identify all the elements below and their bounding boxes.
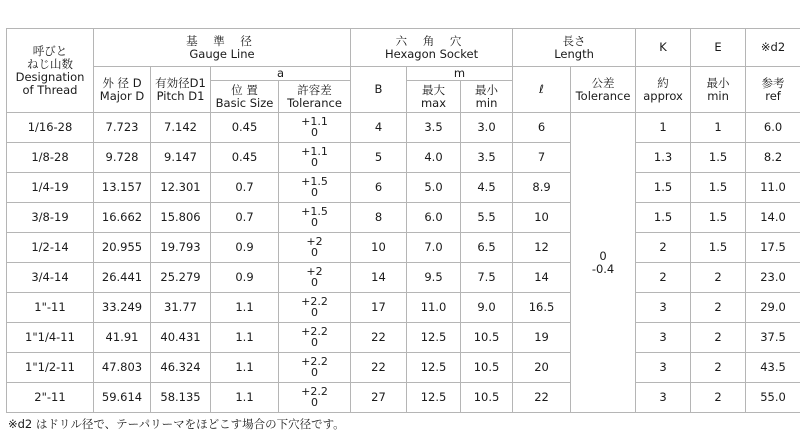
table-row <box>7 203 800 233</box>
tol-lower: 0 <box>311 276 318 289</box>
header-d2-ref-en: ref <box>765 88 781 103</box>
cell-major-d: 9.728 <box>94 143 151 173</box>
cell-pitch-d1: 12.301 <box>151 173 211 203</box>
cell-e: 2 <box>691 353 746 383</box>
cell-l: 22 <box>513 383 571 413</box>
tol-upper: +2 <box>306 235 323 248</box>
cell-m-min: 9.0 <box>461 293 513 323</box>
header-length-jp: 長さ <box>562 33 586 48</box>
header-pitch-d1 <box>151 67 211 113</box>
cell-b: 27 <box>351 383 407 413</box>
cell-l: 14 <box>513 263 571 293</box>
cell-e: 1.5 <box>691 233 746 263</box>
cell-b: 8 <box>351 203 407 233</box>
cell-m-max: 5.0 <box>407 173 461 203</box>
cell-m-max: 3.5 <box>407 113 461 143</box>
header-tolerance-l-jp: 公差 <box>591 75 615 90</box>
cell-m-max: 4.0 <box>407 143 461 173</box>
cell-pitch-d1: 15.806 <box>151 203 211 233</box>
cell-k: 1 <box>636 113 691 143</box>
table-row <box>7 143 800 173</box>
cell-m-min: 3.0 <box>461 113 513 143</box>
cell-a-tolerance <box>279 143 351 173</box>
cell-pitch-d1: 46.324 <box>151 353 211 383</box>
table-row <box>7 173 800 203</box>
tol-upper: +2.2 <box>301 325 328 338</box>
cell-a-basic: 1.1 <box>211 293 279 323</box>
cell-a-tolerance <box>279 383 351 413</box>
cell-a-tolerance <box>279 323 351 353</box>
tol-lower: 0 <box>311 366 318 379</box>
table-row <box>7 383 800 413</box>
header-hexagon-socket-jp: 六 角 穴 <box>395 33 468 48</box>
header-gauge-line <box>94 29 351 67</box>
cell-e: 2 <box>691 323 746 353</box>
header-major-d-jp: 外 径 D <box>102 75 142 90</box>
cell-k: 2 <box>636 233 691 263</box>
cell-a-tolerance <box>279 263 351 293</box>
header-designation-jp1: 呼びと <box>32 43 68 58</box>
cell-a-basic: 0.9 <box>211 233 279 263</box>
table-row <box>7 293 800 323</box>
header-pitch-d1-en: Pitch D1 <box>156 88 205 103</box>
cell-e: 1.5 <box>691 173 746 203</box>
cell-m-max: 6.0 <box>407 203 461 233</box>
header-m: m <box>407 67 513 81</box>
cell-k: 3 <box>636 383 691 413</box>
cell-l: 20 <box>513 353 571 383</box>
table-row <box>7 263 800 293</box>
cell-l: 19 <box>513 323 571 353</box>
cell-b: 22 <box>351 353 407 383</box>
cell-k: 1.3 <box>636 143 691 173</box>
cell-a-basic: 0.7 <box>211 173 279 203</box>
tol-upper: +1.1 <box>301 115 328 128</box>
cell-a-basic: 0.45 <box>211 113 279 143</box>
header-k-approx <box>636 67 691 113</box>
header-m-max <box>407 81 461 113</box>
header-d2-ref-jp: 参考 <box>761 75 785 90</box>
cell-e: 2 <box>691 263 746 293</box>
cell-m-max: 12.5 <box>407 323 461 353</box>
cell-designation: 1/4-19 <box>7 173 94 203</box>
header-a: a <box>211 67 351 81</box>
cell-designation: 3/4-14 <box>7 263 94 293</box>
cell-designation: 3/8-19 <box>7 203 94 233</box>
tol-lower: 0 <box>311 306 318 319</box>
header-length <box>513 29 636 67</box>
cell-major-d: 59.614 <box>94 383 151 413</box>
header-m-min <box>461 81 513 113</box>
tol-upper: +1.5 <box>301 205 328 218</box>
cell-m-min: 6.5 <box>461 233 513 263</box>
cell-k: 2 <box>636 263 691 293</box>
cell-m-max: 12.5 <box>407 383 461 413</box>
cell-major-d: 16.662 <box>94 203 151 233</box>
cell-m-max: 7.0 <box>407 233 461 263</box>
cell-b: 6 <box>351 173 407 203</box>
cell-length-tolerance <box>571 113 636 413</box>
cell-a-basic: 0.45 <box>211 143 279 173</box>
cell-e: 1.5 <box>691 143 746 173</box>
cell-m-min: 10.5 <box>461 353 513 383</box>
cell-major-d: 20.955 <box>94 233 151 263</box>
cell-major-d: 13.157 <box>94 173 151 203</box>
table-row <box>7 353 800 383</box>
header-k: K <box>636 29 691 67</box>
cell-major-d: 33.249 <box>94 293 151 323</box>
cell-major-d: 26.441 <box>94 263 151 293</box>
cell-a-tolerance <box>279 203 351 233</box>
header-tolerance-a-jp: 許容差 <box>297 82 332 97</box>
cell-a-basic: 0.9 <box>211 263 279 293</box>
cell-a-basic: 0.7 <box>211 203 279 233</box>
header-pitch-d1-jp: 有効径D1 <box>155 75 206 90</box>
cell-m-min: 10.5 <box>461 383 513 413</box>
cell-b: 22 <box>351 323 407 353</box>
table-row <box>7 323 800 353</box>
header-major-d-en: Major D <box>99 88 145 103</box>
cell-m-min: 7.5 <box>461 263 513 293</box>
tol-lower: 0 <box>311 186 318 199</box>
header-designation-en2: of Thread <box>22 82 78 97</box>
tol-lower: 0 <box>311 246 318 259</box>
cell-d2: 6.0 <box>746 113 800 143</box>
header-tolerance-l <box>571 67 636 113</box>
cell-major-d: 41.91 <box>94 323 151 353</box>
tol-upper: +2.2 <box>301 295 328 308</box>
cell-k: 3 <box>636 293 691 323</box>
cell-b: 5 <box>351 143 407 173</box>
cell-b: 14 <box>351 263 407 293</box>
cell-pitch-d1: 9.147 <box>151 143 211 173</box>
cell-d2: 37.5 <box>746 323 800 353</box>
cell-m-min: 3.5 <box>461 143 513 173</box>
cell-d2: 8.2 <box>746 143 800 173</box>
cell-l: 8.9 <box>513 173 571 203</box>
header-k-approx-jp: 約 <box>657 75 669 90</box>
footnote: ※d2 はドリル径で、テーパリーマをほどこす場合の下穴径です。 <box>8 417 345 431</box>
cell-designation: 1"-11 <box>7 293 94 323</box>
cell-l: 6 <box>513 113 571 143</box>
tol-upper: +2.2 <box>301 385 328 398</box>
thread-spec-table <box>6 28 800 413</box>
cell-k: 3 <box>636 323 691 353</box>
header-hexagon-socket-en: Hexagon Socket <box>384 46 479 61</box>
tol-upper: +2 <box>306 265 323 278</box>
cell-m-min: 10.5 <box>461 323 513 353</box>
cell-e: 2 <box>691 293 746 323</box>
header-basic-size-jp: 位 置 <box>231 82 258 97</box>
table-row <box>7 233 800 263</box>
cell-designation: 1/2-14 <box>7 233 94 263</box>
cell-a-basic: 1.1 <box>211 383 279 413</box>
cell-l: 7 <box>513 143 571 173</box>
cell-designation: 1/8-28 <box>7 143 94 173</box>
cell-d2: 14.0 <box>746 203 800 233</box>
cell-l: 10 <box>513 203 571 233</box>
cell-b: 10 <box>351 233 407 263</box>
cell-e: 2 <box>691 383 746 413</box>
cell-k: 1.5 <box>636 173 691 203</box>
header-gauge-line-en: Gauge Line <box>189 46 255 61</box>
cell-a-tolerance <box>279 173 351 203</box>
cell-k: 3 <box>636 353 691 383</box>
header-d2-ref <box>746 67 800 113</box>
cell-l: 12 <box>513 233 571 263</box>
length-tolerance-upper: 0 <box>599 248 607 263</box>
cell-m-max: 11.0 <box>407 293 461 323</box>
cell-d2: 17.5 <box>746 233 800 263</box>
header-b: B <box>351 67 407 113</box>
cell-b: 17 <box>351 293 407 323</box>
cell-pitch-d1: 40.431 <box>151 323 211 353</box>
header-d2: ※d2 <box>746 29 800 67</box>
cell-e: 1 <box>691 113 746 143</box>
tol-lower: 0 <box>311 156 318 169</box>
header-major-d <box>94 67 151 113</box>
cell-a-tolerance <box>279 113 351 143</box>
header-length-en: Length <box>554 46 594 61</box>
tol-lower: 0 <box>311 336 318 349</box>
header-e-min <box>691 67 746 113</box>
header-designation-en1: Designation <box>15 69 85 84</box>
cell-a-tolerance <box>279 293 351 323</box>
cell-k: 1.5 <box>636 203 691 233</box>
cell-pitch-d1: 25.279 <box>151 263 211 293</box>
header-m-min-en: min <box>475 95 498 110</box>
header-basic-size <box>211 81 279 113</box>
cell-d2: 55.0 <box>746 383 800 413</box>
tol-lower: 0 <box>311 396 318 409</box>
cell-b: 4 <box>351 113 407 143</box>
cell-a-tolerance <box>279 233 351 263</box>
cell-d2: 29.0 <box>746 293 800 323</box>
header-m-max-en: max <box>420 95 447 110</box>
cell-m-max: 9.5 <box>407 263 461 293</box>
cell-pitch-d1: 19.793 <box>151 233 211 263</box>
cell-m-max: 12.5 <box>407 353 461 383</box>
cell-a-basic: 1.1 <box>211 323 279 353</box>
cell-l: 16.5 <box>513 293 571 323</box>
length-tolerance-lower: -0.4 <box>591 261 615 276</box>
cell-d2: 23.0 <box>746 263 800 293</box>
tol-lower: 0 <box>311 216 318 229</box>
cell-e: 1.5 <box>691 203 746 233</box>
cell-designation: 2"-11 <box>7 383 94 413</box>
header-basic-size-en: Basic Size <box>215 95 274 110</box>
cell-pitch-d1: 7.142 <box>151 113 211 143</box>
header-m-min-jp: 最小 <box>475 82 499 97</box>
header-m-max-jp: 最大 <box>422 82 445 97</box>
tol-lower: 0 <box>311 126 318 139</box>
cell-pitch-d1: 58.135 <box>151 383 211 413</box>
cell-major-d: 47.803 <box>94 353 151 383</box>
cell-a-basic: 1.1 <box>211 353 279 383</box>
header-hexagon-socket <box>351 29 513 67</box>
header-gauge-line-jp: 基 準 径 <box>186 33 258 48</box>
cell-m-min: 4.5 <box>461 173 513 203</box>
header-e: E <box>691 29 746 67</box>
header-k-approx-en: approx <box>643 88 683 103</box>
header-tolerance-l-en: Tolerance <box>575 88 631 103</box>
cell-m-min: 5.5 <box>461 203 513 233</box>
cell-d2: 11.0 <box>746 173 800 203</box>
header-l: ℓ <box>513 67 571 113</box>
cell-major-d: 7.723 <box>94 113 151 143</box>
header-designation-jp2: ねじ山数 <box>27 56 73 71</box>
header-tolerance-a-en: Tolerance <box>287 95 342 110</box>
cell-designation: 1"1/4-11 <box>7 323 94 353</box>
tol-upper: +2.2 <box>301 355 328 368</box>
cell-a-tolerance <box>279 353 351 383</box>
tol-upper: +1.1 <box>301 145 328 158</box>
header-e-min-jp: 最小 <box>706 75 730 90</box>
cell-designation: 1/16-28 <box>7 113 94 143</box>
header-designation <box>7 29 94 113</box>
cell-d2: 43.5 <box>746 353 800 383</box>
tol-upper: +1.5 <box>301 175 328 188</box>
table-row <box>7 113 800 143</box>
cell-designation: 1"1/2-11 <box>7 353 94 383</box>
header-tolerance-a <box>279 81 351 113</box>
cell-pitch-d1: 31.77 <box>151 293 211 323</box>
header-e-min-en: min <box>707 88 729 103</box>
